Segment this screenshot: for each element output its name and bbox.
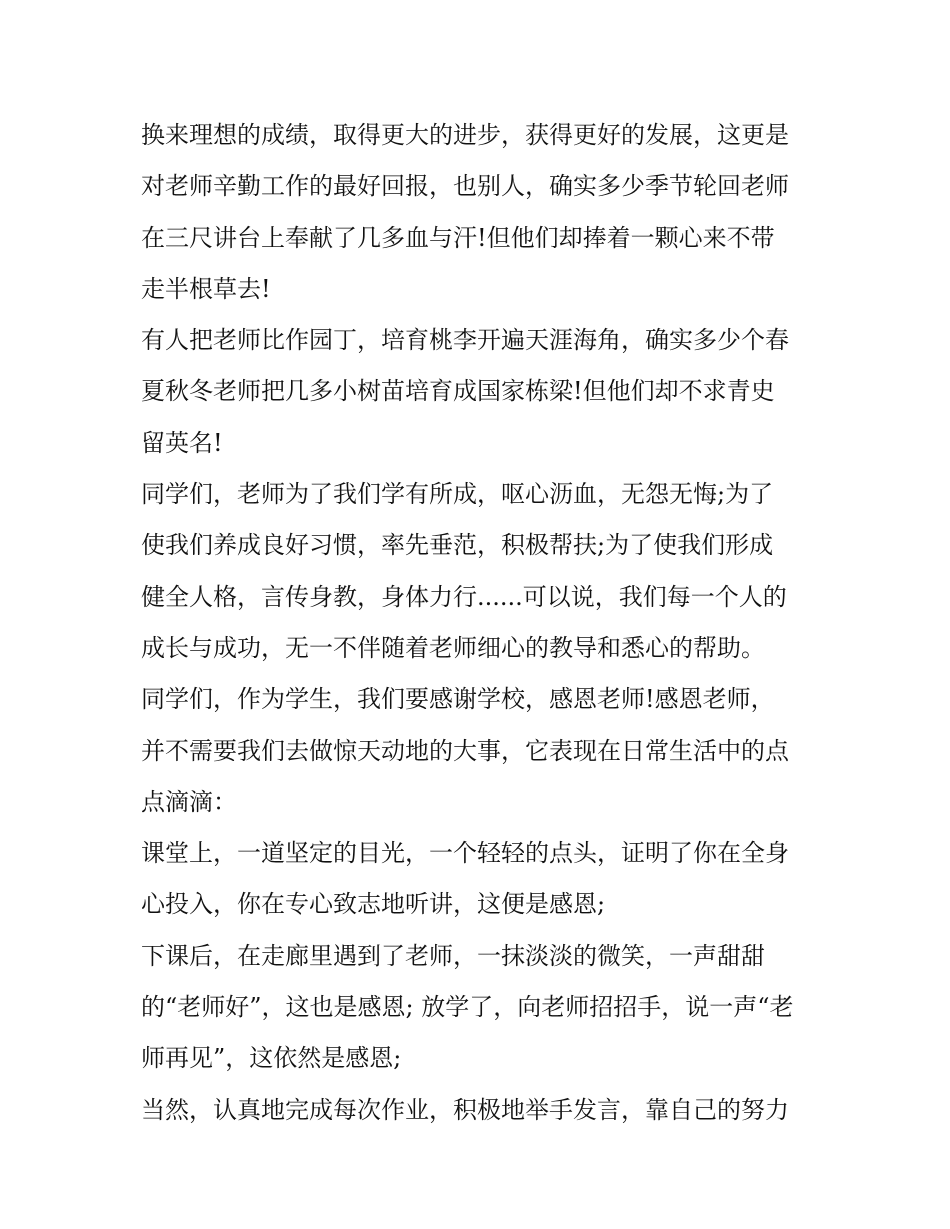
text-line: 在三尺讲台上奉献了几多血与汗!但他们却捧着一颗心来不带: [141, 223, 775, 252]
text-line: 成长与成功，无一不伴随着老师细心的教导和悉心的帮助。: [141, 633, 765, 662]
text-line: 的“老师好”，这也是感恩; 放学了，向老师招招手，说一声“老: [141, 993, 794, 1022]
text-line: 走半根草去!: [141, 274, 271, 303]
text-line: 点滴滴：: [141, 787, 237, 816]
text-line: 夏秋冬老师把几多小树苗培育成国家栋梁!但他们却不求青史: [141, 377, 775, 406]
text-line: 使我们养成良好习惯，率先垂范，积极帮扶;为了使我们形成: [141, 531, 774, 560]
text-line: 有人把老师比作园丁，培育桃李开遍天涯海角，确实多少个春: [141, 326, 789, 355]
text-line: 健全人格，言传身教，身体力行......可以说，我们每一个人的: [141, 582, 787, 611]
text-line: 换来理想的成绩，取得更大的进步，获得更好的发展，这更是: [141, 121, 789, 149]
text-line: 当然，认真地完成每次作业，积极地举手发言，靠自己的努力: [141, 1095, 789, 1124]
text-line: 同学们，老师为了我们学有所成，呕心沥血，无怨无悔;为了: [141, 480, 774, 509]
text-line: 并不需要我们去做惊天动地的大事，它表现在日常生活中的点: [141, 736, 789, 765]
text-line: 下课后，在走廊里遇到了老师，一抹淡淡的微笑，一声甜甜: [141, 941, 765, 970]
text-line: 心投入，你在专心致志地听讲，这便是感恩;: [141, 890, 606, 919]
document-body: [141, 110, 821, 1136]
text-line: 对老师辛勤工作的最好回报，也别人，确实多少季节轮回老师: [141, 172, 789, 201]
text-line: 留英名!: [141, 428, 223, 457]
text-line: 师再见”，这依然是感恩;: [141, 1044, 402, 1073]
text-line: 课堂上，一道坚定的目光，一个轻轻的点头，证明了你在全身: [141, 839, 789, 868]
text-line: 同学们，作为学生，我们要感谢学校，感恩老师!感恩老师，: [141, 685, 775, 714]
